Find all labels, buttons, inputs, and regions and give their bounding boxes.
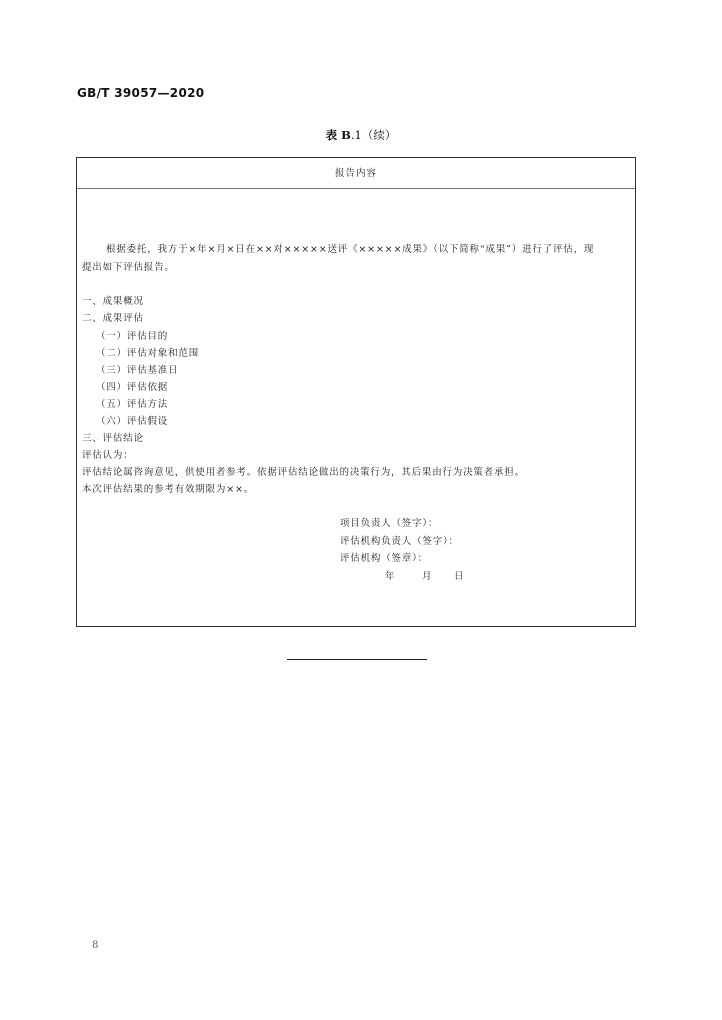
section-evaluation: 二、成果评估: [82, 313, 144, 324]
conclusion-line-3: 本次评估结果的参考有效期限为××。: [82, 484, 255, 495]
section-overview: 一、成果概况: [82, 296, 144, 307]
standard-number: GB/T 39057—2020: [77, 86, 205, 100]
subsection-purpose: （一）评估目的: [96, 331, 169, 342]
page-number: 8: [92, 940, 99, 951]
report-table: [76, 157, 636, 627]
date-day: 日: [454, 571, 465, 582]
subsection-scope: （二）评估对象和范围: [96, 348, 200, 359]
report-content-header: 报告内容: [77, 158, 635, 189]
agency-leader-signature: 评估机构负责人（签字）：: [340, 536, 459, 547]
intro-line-2: 提出如下评估报告。: [82, 262, 175, 273]
table-label: 表 B: [325, 128, 351, 142]
subsection-method: （五）评估方法: [96, 399, 169, 410]
conclusion-line-2: 评估结论属咨询意见，供使用者参考。依据评估结论做出的决策行为，其后果由行为决策者承担。: [82, 467, 525, 478]
section-conclusion: 三、评估结论: [82, 433, 144, 444]
subsection-assumption: （六）评估假设: [96, 416, 169, 427]
conclusion-line-1: 评估认为：: [82, 450, 134, 461]
agency-seal: 评估机构（签章）：: [340, 553, 428, 564]
intro-line-1: 根据委托，我方于×年×月×日在××对×××××送评《×××××成果》（以下简称“成果”）进行了评估，现: [106, 244, 595, 255]
end-separator-line: [287, 659, 427, 660]
project-leader-signature: 项目负责人（签字）：: [340, 518, 439, 529]
subsection-base-date: （三）评估基准日: [96, 365, 179, 376]
date-month: 月: [422, 571, 433, 582]
table-number: .1（续）: [350, 128, 397, 142]
date-year: 年: [385, 571, 396, 582]
table-caption: [0, 127, 722, 143]
subsection-basis: （四）评估依据: [96, 382, 169, 393]
